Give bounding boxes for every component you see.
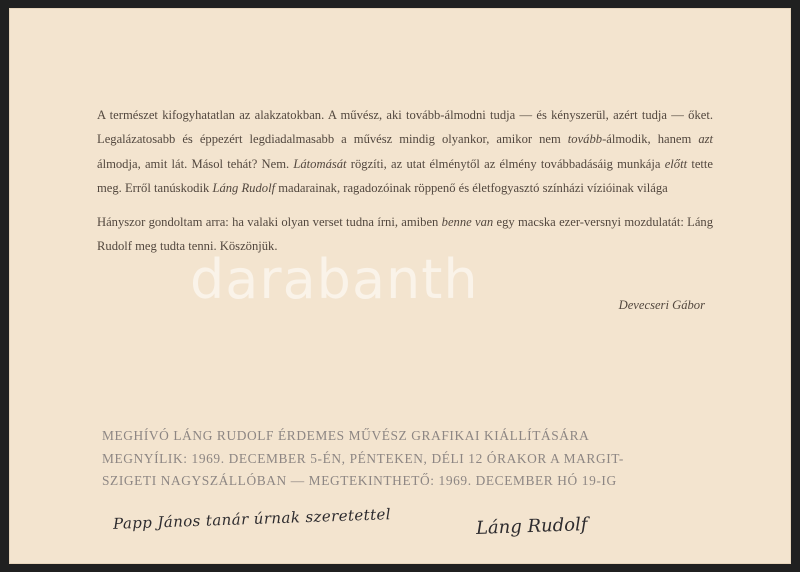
invitation-line: SZIGETI NAGYSZÁLLÓBAN — MEGTEKINTHETŐ: 1969. DECEMBER HÓ 19-IG — [102, 473, 617, 488]
emphasized-text: azt — [698, 132, 714, 147]
text-segment: A természet kifogyhatatlan az alakzatokban. A művész, aki tovább-álmodni tudja — és kényszerül, azért tudja — őket. Legalázatosabb és éppezért legdiadalmasabb a művész mindig olyankor, amikor nem — [97, 108, 713, 147]
invitation-card — [9, 8, 791, 564]
essay-text — [97, 103, 713, 259]
emphasized-text: Látomását — [293, 156, 347, 171]
essay-paragraph-1 — [97, 103, 713, 200]
emphasized-text: benne van — [441, 215, 494, 230]
emphasized-text: tovább — [567, 132, 603, 147]
text-segment: egy macska ezer-versnyi mozdulatát: Láng Rudolf meg tudta tenni. Köszönjük. — [97, 215, 713, 254]
text-segment: tette meg. Erről tanúskodik — [97, 156, 713, 195]
text-segment: rögzíti, az utat élménytől az élmény továbbadásáig munkája — [346, 156, 665, 171]
emphasized-text: Láng Rudolf — [212, 180, 276, 195]
text-segment: álmodja, amit lát. Másol tehát? Nem. — [97, 156, 294, 171]
invitation-line: MEGNYÍLIK: 1969. DECEMBER 5-ÉN, PÉNTEKEN, DÉLI 12 ÓRAKOR A MARGIT- — [102, 450, 624, 466]
essay-paragraph-2 — [97, 210, 713, 259]
text-segment: Hányszor gondoltam arra: ha valaki olyan verset tudna írni, amiben — [97, 215, 442, 230]
author-name: Devecseri Gábor — [618, 298, 705, 312]
watermark: darabanth — [190, 248, 479, 311]
handwritten-signature: Láng Rudolf — [475, 514, 588, 539]
handwritten-dedication: Papp János tanár úrnak szeretettel — [112, 505, 392, 533]
text-segment: madarainak, ragadozóinak röppenő és életfogyasztó színházi vízióinak világa — [275, 180, 668, 195]
invitation-line: MEGHÍVÓ LÁNG RUDOLF ÉRDEMES MŰVÉSZ GRAFIKAI KIÁLLÍTÁSÁRA — [102, 428, 590, 443]
text-segment: -álmodik, hanem — [602, 132, 699, 147]
emphasized-text: előtt — [664, 156, 688, 171]
exhibition-invitation — [102, 425, 716, 493]
